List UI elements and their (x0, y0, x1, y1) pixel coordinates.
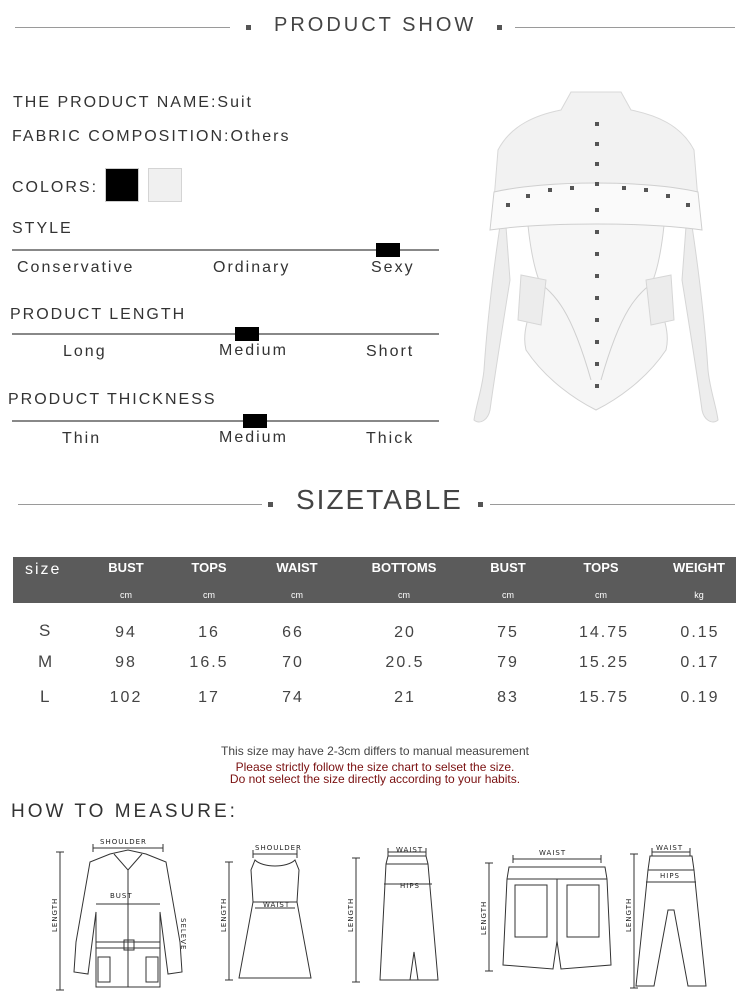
dress-waist-label: WAIST (263, 901, 291, 909)
pants-length-label: LENGTH (625, 897, 633, 932)
divider-dot (268, 502, 273, 507)
column-header-bust: BUST (108, 560, 144, 575)
table-cell: 0.19 (680, 689, 720, 706)
thickness-title: PRODUCT THICKNESS (8, 391, 217, 408)
length-title: PRODUCT LENGTH (10, 306, 187, 323)
table-cell: 20.5 (385, 654, 425, 671)
section-title: PRODUCT SHOW (274, 14, 477, 36)
divider-line (15, 27, 230, 28)
fabric-row (12, 128, 290, 146)
table-cell: 14.75 (578, 624, 630, 641)
column-unit: kg (694, 590, 704, 600)
table-cell: 17 (198, 689, 220, 706)
divider-dot (478, 502, 483, 507)
column-header-bust-2: BUST (490, 560, 526, 575)
table-cell: 98 (115, 654, 137, 671)
jacket-sleeve-label: SELEVE (179, 918, 187, 951)
how-to-measure-title: HOW TO MEASURE: (11, 801, 238, 822)
column-header-waist: WAIST (276, 560, 318, 575)
table-cell: 102 (109, 689, 143, 706)
thickness-label-thin: Thin (62, 430, 102, 447)
column-header-weight: WEIGHT (673, 560, 725, 575)
dress-shoulder-label: SHOULDER (255, 844, 302, 852)
shorts-waist-label: WAIST (539, 849, 567, 857)
dress-measure-figure (215, 840, 315, 990)
row-size: L (40, 687, 50, 706)
jacket-shoulder-label: SHOULDER (100, 838, 147, 846)
size-column-header: size (25, 561, 62, 578)
thickness-marker (243, 414, 267, 428)
row-size: S (39, 621, 51, 640)
pants-hips-label: HIPS (660, 872, 680, 880)
product-name-row (13, 94, 253, 112)
divider-line (18, 504, 262, 505)
table-cell: 75 (497, 624, 519, 641)
divider-dot (246, 25, 251, 30)
skirt-waist-label: WAIST (396, 846, 424, 854)
jacket-bust-label: BUST (110, 892, 133, 900)
pants-waist-label: WAIST (656, 844, 684, 852)
table-cell: 16 (198, 624, 220, 641)
table-cell: 94 (115, 624, 137, 641)
column-header-bottoms: BOTTOMS (371, 560, 437, 575)
color-swatch-black[interactable] (105, 168, 139, 202)
column-unit: cm (291, 590, 303, 600)
fabric-value: Others (230, 128, 291, 145)
divider-dot (497, 25, 502, 30)
jacket-measure-figure (48, 832, 200, 997)
skirt-hips-label: HIPS (400, 882, 420, 890)
skirt-measure-figure (342, 842, 442, 990)
thickness-label-thick: Thick (366, 430, 415, 447)
shorts-measure-figure (475, 845, 615, 975)
column-header-tops: TOPS (191, 560, 227, 575)
column-unit: cm (120, 590, 132, 600)
length-label-short: Short (366, 343, 415, 360)
color-swatch-white[interactable] (148, 168, 182, 202)
table-cell: 21 (394, 689, 416, 706)
style-label-sexy: Sexy (371, 259, 415, 276)
product-photo (466, 80, 726, 465)
table-cell: 79 (497, 654, 519, 671)
divider-line (515, 27, 735, 28)
thickness-label-medium: Medium (219, 429, 288, 446)
product-name-value: Suit (217, 94, 253, 111)
length-track (12, 333, 439, 335)
row-size: M (38, 652, 53, 671)
fabric-label: FABRIC COMPOSITION: (12, 128, 231, 145)
skirt-length-label: LENGTH (347, 897, 355, 932)
product-name-label: THE PRODUCT NAME: (13, 94, 218, 111)
dress-length-label: LENGTH (220, 897, 228, 932)
table-cell: 0.15 (680, 624, 720, 641)
style-title: STYLE (12, 220, 73, 237)
thickness-track (12, 420, 439, 422)
table-cell: 15.75 (578, 689, 630, 706)
warning-note-2: Do not select the size directly according to your habits. (229, 772, 521, 786)
table-cell: 66 (282, 624, 304, 641)
table-cell: 83 (497, 689, 519, 706)
section-title: SIZETABLE (296, 484, 463, 515)
column-unit: cm (203, 590, 215, 600)
pants-measure-figure (622, 840, 714, 992)
divider-line (490, 504, 735, 505)
table-cell: 20 (394, 624, 416, 641)
table-cell: 16.5 (189, 654, 229, 671)
jacket-length-label: LENGTH (51, 897, 59, 932)
table-cell: 15.25 (578, 654, 630, 671)
warning-note: Please strictly follow the size chart to selset the size. (235, 760, 515, 774)
measurement-note: This size may have 2-3cm differs to manual measurement (221, 744, 529, 758)
length-marker (235, 327, 259, 341)
column-unit: cm (502, 590, 514, 600)
column-header-tops-2: TOPS (583, 560, 619, 575)
column-unit: cm (398, 590, 410, 600)
length-label-long: Long (63, 343, 107, 360)
table-cell: 74 (282, 689, 304, 706)
column-unit: cm (595, 590, 607, 600)
table-cell: 0.17 (680, 654, 720, 671)
style-label-ordinary: Ordinary (213, 259, 291, 276)
length-label-medium: Medium (219, 342, 288, 359)
table-cell: 70 (282, 654, 304, 671)
colors-label: COLORS: (12, 179, 99, 196)
shorts-length-label: LENGTH (480, 900, 488, 935)
style-label-conservative: Conservative (17, 259, 135, 276)
style-marker (376, 243, 400, 257)
